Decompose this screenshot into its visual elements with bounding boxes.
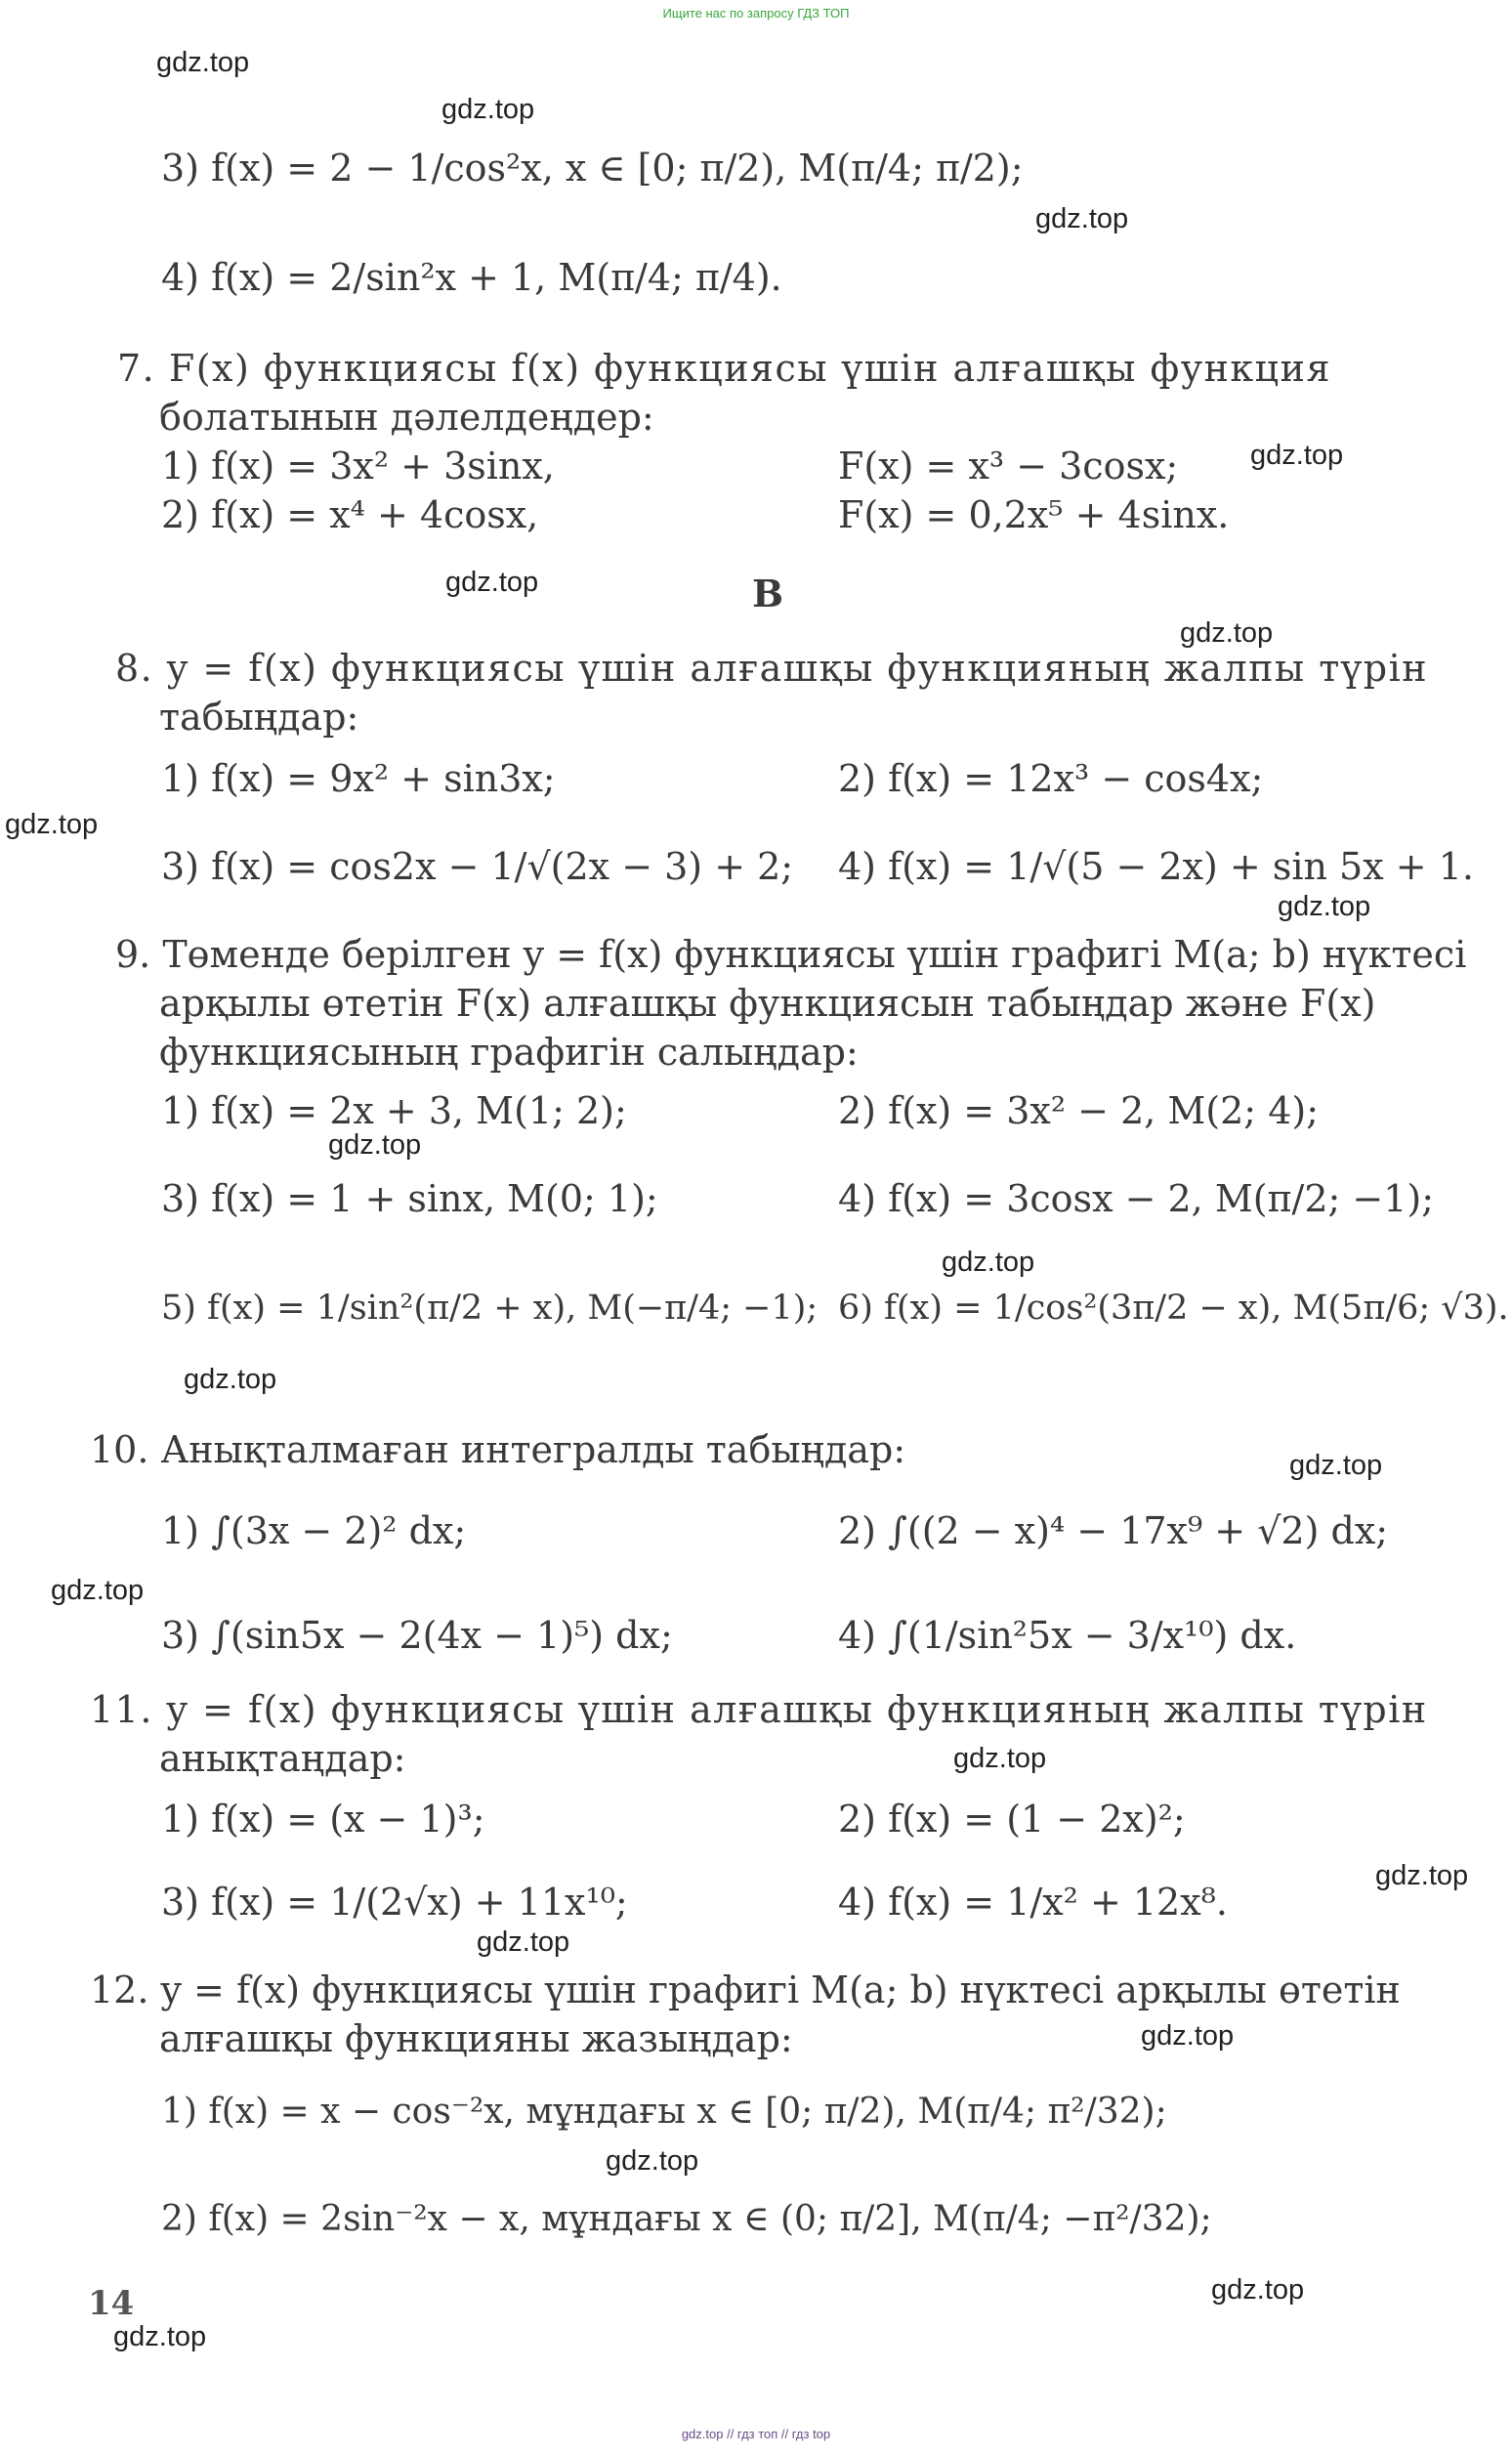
ex12-statement-cont: алғашқы функцияны жазыңдар: — [159, 2017, 793, 2060]
page-number: 14 — [88, 2284, 135, 2323]
ex9-item5: 5) f(x) = 1/sin²(π/2 + x), M(−π/4; −1); — [161, 1289, 819, 1328]
ex11-item3: 3) f(x) = 1/(2√x) + 11x¹⁰; — [161, 1881, 628, 1924]
ex7-item2-f: 2) f(x) = x⁴ + 4cosx, — [161, 493, 539, 536]
ex7-item2-F: F(x) = 0,2x⁵ + 4sinx. — [838, 493, 1230, 536]
watermark: gdz.top — [1180, 617, 1274, 649]
watermark: gdz.top — [1035, 203, 1129, 234]
ex11-item1: 1) f(x) = (x − 1)³; — [161, 1798, 485, 1841]
ex6-item4: 4) f(x) = 2/sin²x + 1, M(π/4; π/4). — [161, 256, 782, 299]
ex7-statement-cont: болатынын дәлелдеңдер: — [159, 396, 654, 439]
ex9-statement-cont1: арқылы өтетін F(x) алғашқы функциясын табыңдар және F(x) — [159, 982, 1376, 1025]
watermark: gdz.top — [1289, 1450, 1383, 1481]
watermark: gdz.top — [156, 47, 250, 78]
footer-banner: gdz.top // гдз топ // гдз top — [681, 2427, 831, 2441]
watermark: gdz.top — [1278, 891, 1371, 922]
ex11-statement-cont: анықтаңдар: — [159, 1737, 406, 1780]
watermark: gdz.top — [51, 1575, 145, 1606]
watermark: gdz.top — [113, 2321, 207, 2352]
watermark: gdz.top — [942, 1247, 1035, 1278]
ex7-item1-f: 1) f(x) = 3x² + 3sinx, — [161, 444, 555, 487]
top-banner: Ищите нас по запросу ГДЗ ТОП — [662, 6, 850, 21]
watermark: gdz.top — [477, 1926, 570, 1958]
watermark: gdz.top — [5, 809, 99, 840]
ex8-item4: 4) f(x) = 1/√(5 − 2x) + sin 5x + 1. — [838, 845, 1474, 888]
ex9-item1: 1) f(x) = 2x + 3, M(1; 2); — [161, 1089, 627, 1132]
watermark: gdz.top — [1375, 1860, 1469, 1891]
ex8-item3: 3) f(x) = cos2x − 1/√(2x − 3) + 2; — [161, 845, 794, 888]
watermark: gdz.top — [328, 1129, 422, 1161]
ex11-item4: 4) f(x) = 1/x² + 12x⁸. — [838, 1881, 1228, 1924]
ex12-item2: 2) f(x) = 2sin⁻²x − x, мұндағы x ∈ (0; π/2], M(π/4; −π²/32); — [161, 2199, 1212, 2239]
ex12-item1: 1) f(x) = x − cos⁻²x, мұндағы x ∈ [0; π/2), M(π/4; π²/32); — [161, 2092, 1167, 2132]
ex9-item4: 4) f(x) = 3cosx − 2, M(π/2; −1); — [838, 1177, 1435, 1220]
watermark: gdz.top — [606, 2145, 699, 2177]
ex7-statement: 7. F(x) функциясы f(x) функциясы үшін алғашқы функция — [117, 347, 1331, 390]
ex8-item2: 2) f(x) = 12x³ − cos4x; — [838, 757, 1264, 800]
ex9-item6: 6) f(x) = 1/cos²(3π/2 − x), M(5π/6; √3). — [838, 1289, 1509, 1328]
ex10-item1: 1) ∫(3x − 2)² dx; — [161, 1509, 467, 1552]
watermark: gdz.top — [184, 1364, 277, 1395]
watermark: gdz.top — [953, 1743, 1047, 1774]
ex9-item2: 2) f(x) = 3x² − 2, M(2; 4); — [838, 1089, 1319, 1132]
ex7-item1-F: F(x) = x³ − 3cosx; — [838, 444, 1179, 487]
ex8-statement-cont: табыңдар: — [159, 696, 359, 739]
watermark: gdz.top — [1250, 440, 1344, 471]
section-heading: B — [752, 571, 784, 615]
ex10-item3: 3) ∫(sin5x − 2(4x − 1)⁵) dx; — [161, 1614, 673, 1657]
ex10-item2: 2) ∫((2 − x)⁴ − 17x⁹ + √2) dx; — [838, 1509, 1389, 1552]
watermark: gdz.top — [441, 94, 535, 125]
ex9-statement: 9. Төменде берілген y = f(x) функциясы үшін графигі M(a; b) нүктесі — [115, 933, 1467, 976]
ex10-statement: 10. Анықталмаған интегралды табыңдар: — [90, 1428, 906, 1471]
ex12-statement: 12. y = f(x) функциясы үшін графигі M(a; b) нүктесі арқылы өтетін — [90, 1968, 1401, 2011]
ex10-item4: 4) ∫(1/sin²5x − 3/x¹⁰) dx. — [838, 1614, 1297, 1657]
ex11-item2: 2) f(x) = (1 − 2x)²; — [838, 1798, 1186, 1841]
ex8-item1: 1) f(x) = 9x² + sin3x; — [161, 757, 556, 800]
ex9-item3: 3) f(x) = 1 + sinx, M(0; 1); — [161, 1177, 658, 1220]
ex8-statement: 8. y = f(x) функциясы үшін алғашқы функцияның жалпы түрін — [115, 647, 1429, 690]
ex6-item3: 3) f(x) = 2 − 1/cos²x, x ∈ [0; π/2), M(π/4; π/2); — [161, 147, 1024, 190]
watermark: gdz.top — [445, 567, 539, 598]
watermark: gdz.top — [1141, 2020, 1235, 2052]
ex11-statement: 11. y = f(x) функциясы үшін алғашқы функцияның жалпы түрін — [90, 1688, 1428, 1731]
ex9-statement-cont2: функциясының графигін салыңдар: — [159, 1031, 859, 1074]
watermark: gdz.top — [1211, 2274, 1305, 2306]
